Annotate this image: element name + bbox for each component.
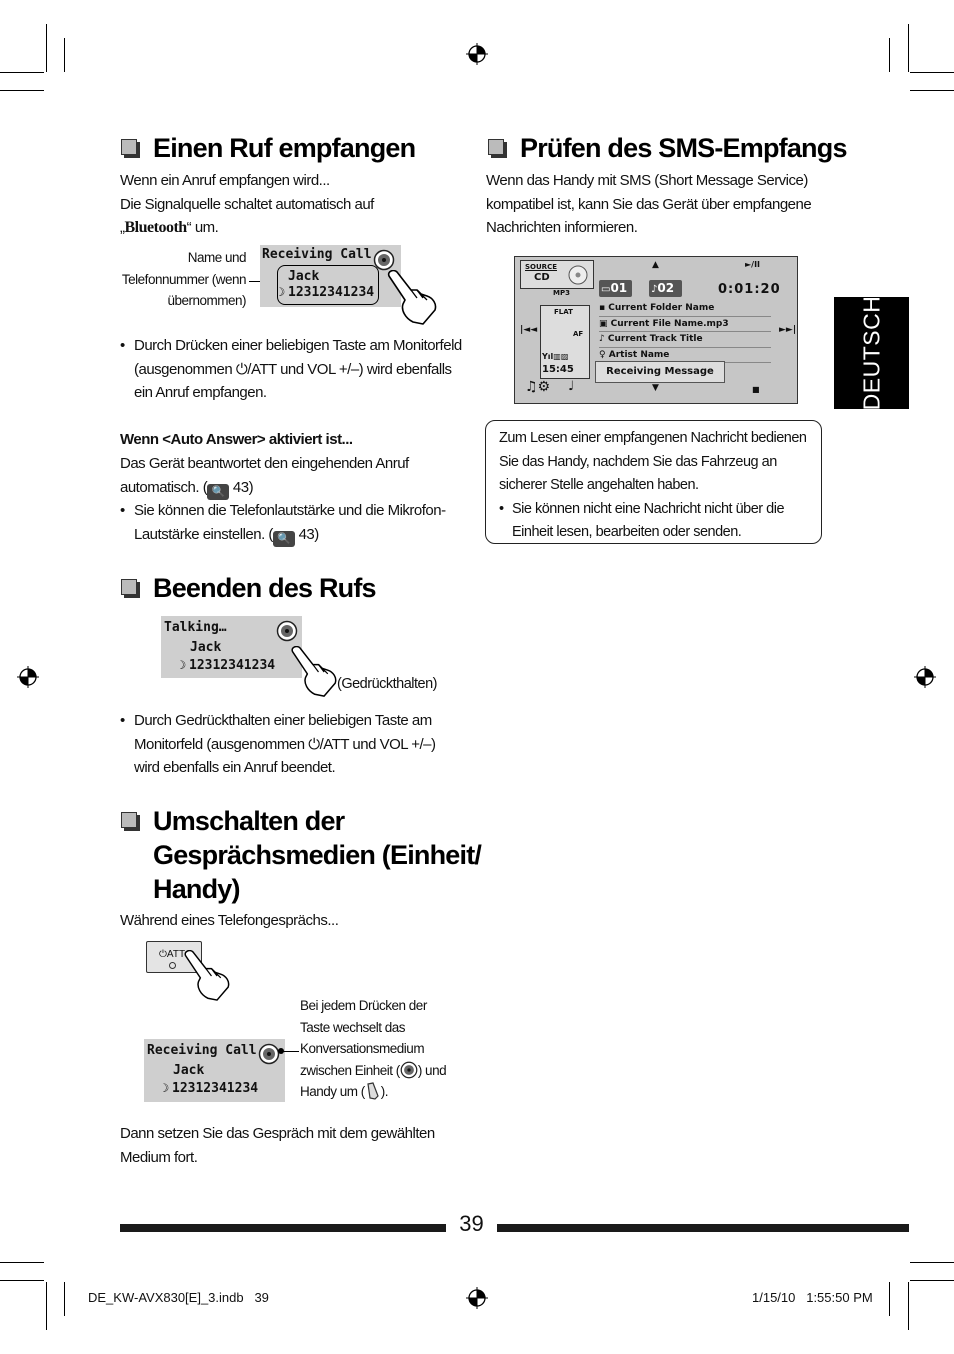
track-number: ♪02 (649, 280, 682, 297)
auto-answer-text: Das Gerät beantwortet den eingehenden Anruf automatisch. ( 🔍 43) (120, 455, 409, 498)
folder-icon: ▪ (599, 303, 609, 313)
media-switch-note: Bei jedem Drücken der Taste wechselt das Konversationsmedium zwischen Einheit ( ) und Handy um ( ). (300, 998, 447, 1099)
heading-sms: Prüfen des SMS-Empfangs (520, 133, 847, 163)
signal-battery-icon: Yıl▥▨ (542, 352, 569, 361)
disc-icon (567, 264, 589, 286)
registration-mark-icon (17, 666, 39, 688)
sms-screen: SOURCE CD MP3 ▲ ►/II ▭01 ♪02 0:01:20 |◄◄ ►►| FLAT AF Yıl▥▨ 15:45 ▪ Current Folder Name ▣ Current File Name.mp3 ♪ Current Track Title ♀ Artist Name Receiving Message ♫⚙ ♩ ▼ ■ (514, 256, 798, 404)
heading-square-icon (121, 579, 137, 595)
language-tab: DEUTSCH (834, 297, 909, 409)
power-att-button[interactable]: ⏻ATT (146, 941, 202, 973)
unit-speaker-icon (276, 620, 298, 642)
crop-mark (889, 1282, 890, 1316)
bullet-list-item: • Durch Gedrückthalten einer beliebigen Taste am Monitorfeld (ausgenommen ⏻/ATT und VOL +/–) wird ebenfalls ein Anruf beendet. (120, 712, 436, 776)
callout-dot (278, 1048, 284, 1054)
phone-icon: ☽ (162, 1081, 170, 1095)
next-icon[interactable]: ►►| (779, 325, 797, 335)
sms-intro: Wenn das Handy mit SMS (Short Message Service) kompatibel ist, kann Sie das Gerät über empfangene Nachrichten informieren. (486, 172, 812, 236)
elapsed-time: 0:01:20 (718, 282, 781, 297)
power-icon: ⏻ (235, 360, 248, 378)
ruf-intro: Wenn ein Anruf empfangen wird... Die Signalquelle schaltet automatisch auf „Bluetooth“ um. (120, 172, 374, 236)
play-pause-icon[interactable]: ►/II (745, 260, 761, 269)
footer-rule-left (120, 1224, 446, 1232)
footer-date: 1/15/10 1:55:50 PM (752, 1290, 873, 1305)
heading-einen-ruf: Einen Ruf empfangen (153, 133, 416, 163)
umschalten-intro: Während eines Telefongesprächs... (120, 912, 339, 929)
unit-speaker-icon (258, 1043, 280, 1065)
track-info-list: ▪ Current Folder Name ▣ Current File Name.mp3 ♪ Current Track Title ♀ Artist Name (599, 301, 771, 363)
crop-mark (46, 24, 47, 72)
crop-mark (0, 1262, 44, 1263)
crop-mark (0, 1280, 44, 1281)
crop-mark (0, 90, 44, 91)
crop-mark (910, 1262, 954, 1263)
magnifier-icon: 🔍 (207, 484, 229, 500)
button-dot (169, 962, 176, 969)
footer-rule-right (497, 1224, 909, 1232)
crop-mark (910, 90, 954, 91)
crop-mark (910, 1280, 954, 1281)
crop-mark (46, 1282, 47, 1330)
crop-mark (889, 38, 890, 72)
press-hand-icon (285, 646, 339, 698)
crop-mark (908, 24, 909, 72)
receiving-call-display: Receiving Call Jack ☽ 12312341234 (260, 245, 401, 307)
power-icon: ⏻ (159, 949, 167, 960)
down-arrow-icon[interactable]: ▼ (652, 383, 659, 393)
crop-mark (908, 1282, 909, 1330)
bluetooth-term: Bluetooth (124, 219, 187, 236)
up-arrow-icon[interactable]: ▲ (652, 260, 659, 270)
heading-beenden: Beenden des Rufs (153, 573, 376, 603)
press-hand-icon (180, 950, 230, 1002)
unit-speaker-icon (400, 1061, 418, 1079)
sms-note-box: Zum Lesen einer empfangenen Nachricht bedienen Sie das Handy, nachdem Sie das Fahrzeug an sicherer Stelle angehalten haben. • Sie können nicht eine Nachricht nicht über die Einheit lesen, bearbeiten oder senden. (485, 420, 822, 544)
power-icon: ⏻ (308, 735, 320, 753)
music-settings-icon[interactable]: ♫⚙ (525, 379, 551, 395)
heading-square-icon (488, 139, 504, 155)
press-hand-icon (383, 270, 437, 326)
registration-mark-icon (466, 1287, 488, 1309)
phone-icon: ☽ (179, 658, 187, 672)
bullet-list-item: • Sie können die Telefonlautstärke und die Mikrofon- Lautstärke einstellen. ( 🔍 43) (120, 502, 446, 545)
artist-icon: ♀ (599, 349, 609, 360)
footer-file: DE_KW-AVX830[E]_3.indb 39 (88, 1290, 269, 1305)
heading-umschalten: Umschalten der Gesprächsmedien (Einheit/ Handy) (153, 806, 482, 904)
bullet-list-item: • Durch Drücken einer beliebigen Taste am Monitorfeld (ausgenommen ⏻/ATT und VOL +/–) wird ebenfalls ein Anruf empfangen. (120, 337, 462, 401)
heading-square-icon (121, 139, 137, 155)
bullet-list-item: • Sie können nicht eine Nachricht nicht über die Einheit lesen, bearbeiten oder senden. (499, 500, 785, 540)
heading-square-icon (121, 812, 137, 828)
magnifier-icon: 🔍 (273, 531, 295, 547)
auto-answer-heading: Wenn <Auto Answer> aktiviert ist... (120, 431, 353, 448)
note-icon: ♪ (599, 334, 608, 344)
registration-mark-icon (914, 666, 936, 688)
folder-number: ▭01 (599, 280, 632, 297)
handset-icon[interactable]: ♩ (568, 379, 575, 394)
page-number: 39 (459, 1211, 484, 1236)
stop-icon[interactable]: ■ (752, 385, 760, 394)
unit-speaker-icon (373, 249, 395, 271)
handset-icon (365, 1082, 381, 1100)
receiving-message-banner: Receiving Message (595, 361, 725, 383)
crop-mark (64, 38, 65, 72)
status-panel: FLAT AF Yıl▥▨ 15:45 (540, 305, 590, 379)
hold-label: (Gedrückthalten) (337, 676, 437, 692)
file-icon: ▣ (599, 318, 611, 329)
clock: 15:45 (542, 364, 574, 375)
crop-mark (0, 72, 44, 73)
receiving-call-display: Receiving Call Jack ☽ 12312341234 (144, 1039, 285, 1102)
umschalten-outro: Dann setzen Sie das Gespräch mit dem gewählten Medium fort. (120, 1125, 435, 1166)
note-icon: ♪ (651, 284, 658, 295)
talking-display: Talking… Jack ☽ 12312341234 (161, 616, 302, 678)
crop-mark (64, 1282, 65, 1316)
registration-mark-icon (466, 43, 488, 65)
source-box[interactable]: SOURCE CD (520, 260, 594, 289)
prev-icon[interactable]: |◄◄ (520, 325, 538, 335)
callout-label: Name und Telefonnummer (wenn übernommen) (121, 250, 246, 308)
phone-icon: ☽ (278, 285, 286, 299)
crop-mark (910, 72, 954, 73)
folder-icon: ▭ (601, 284, 611, 295)
